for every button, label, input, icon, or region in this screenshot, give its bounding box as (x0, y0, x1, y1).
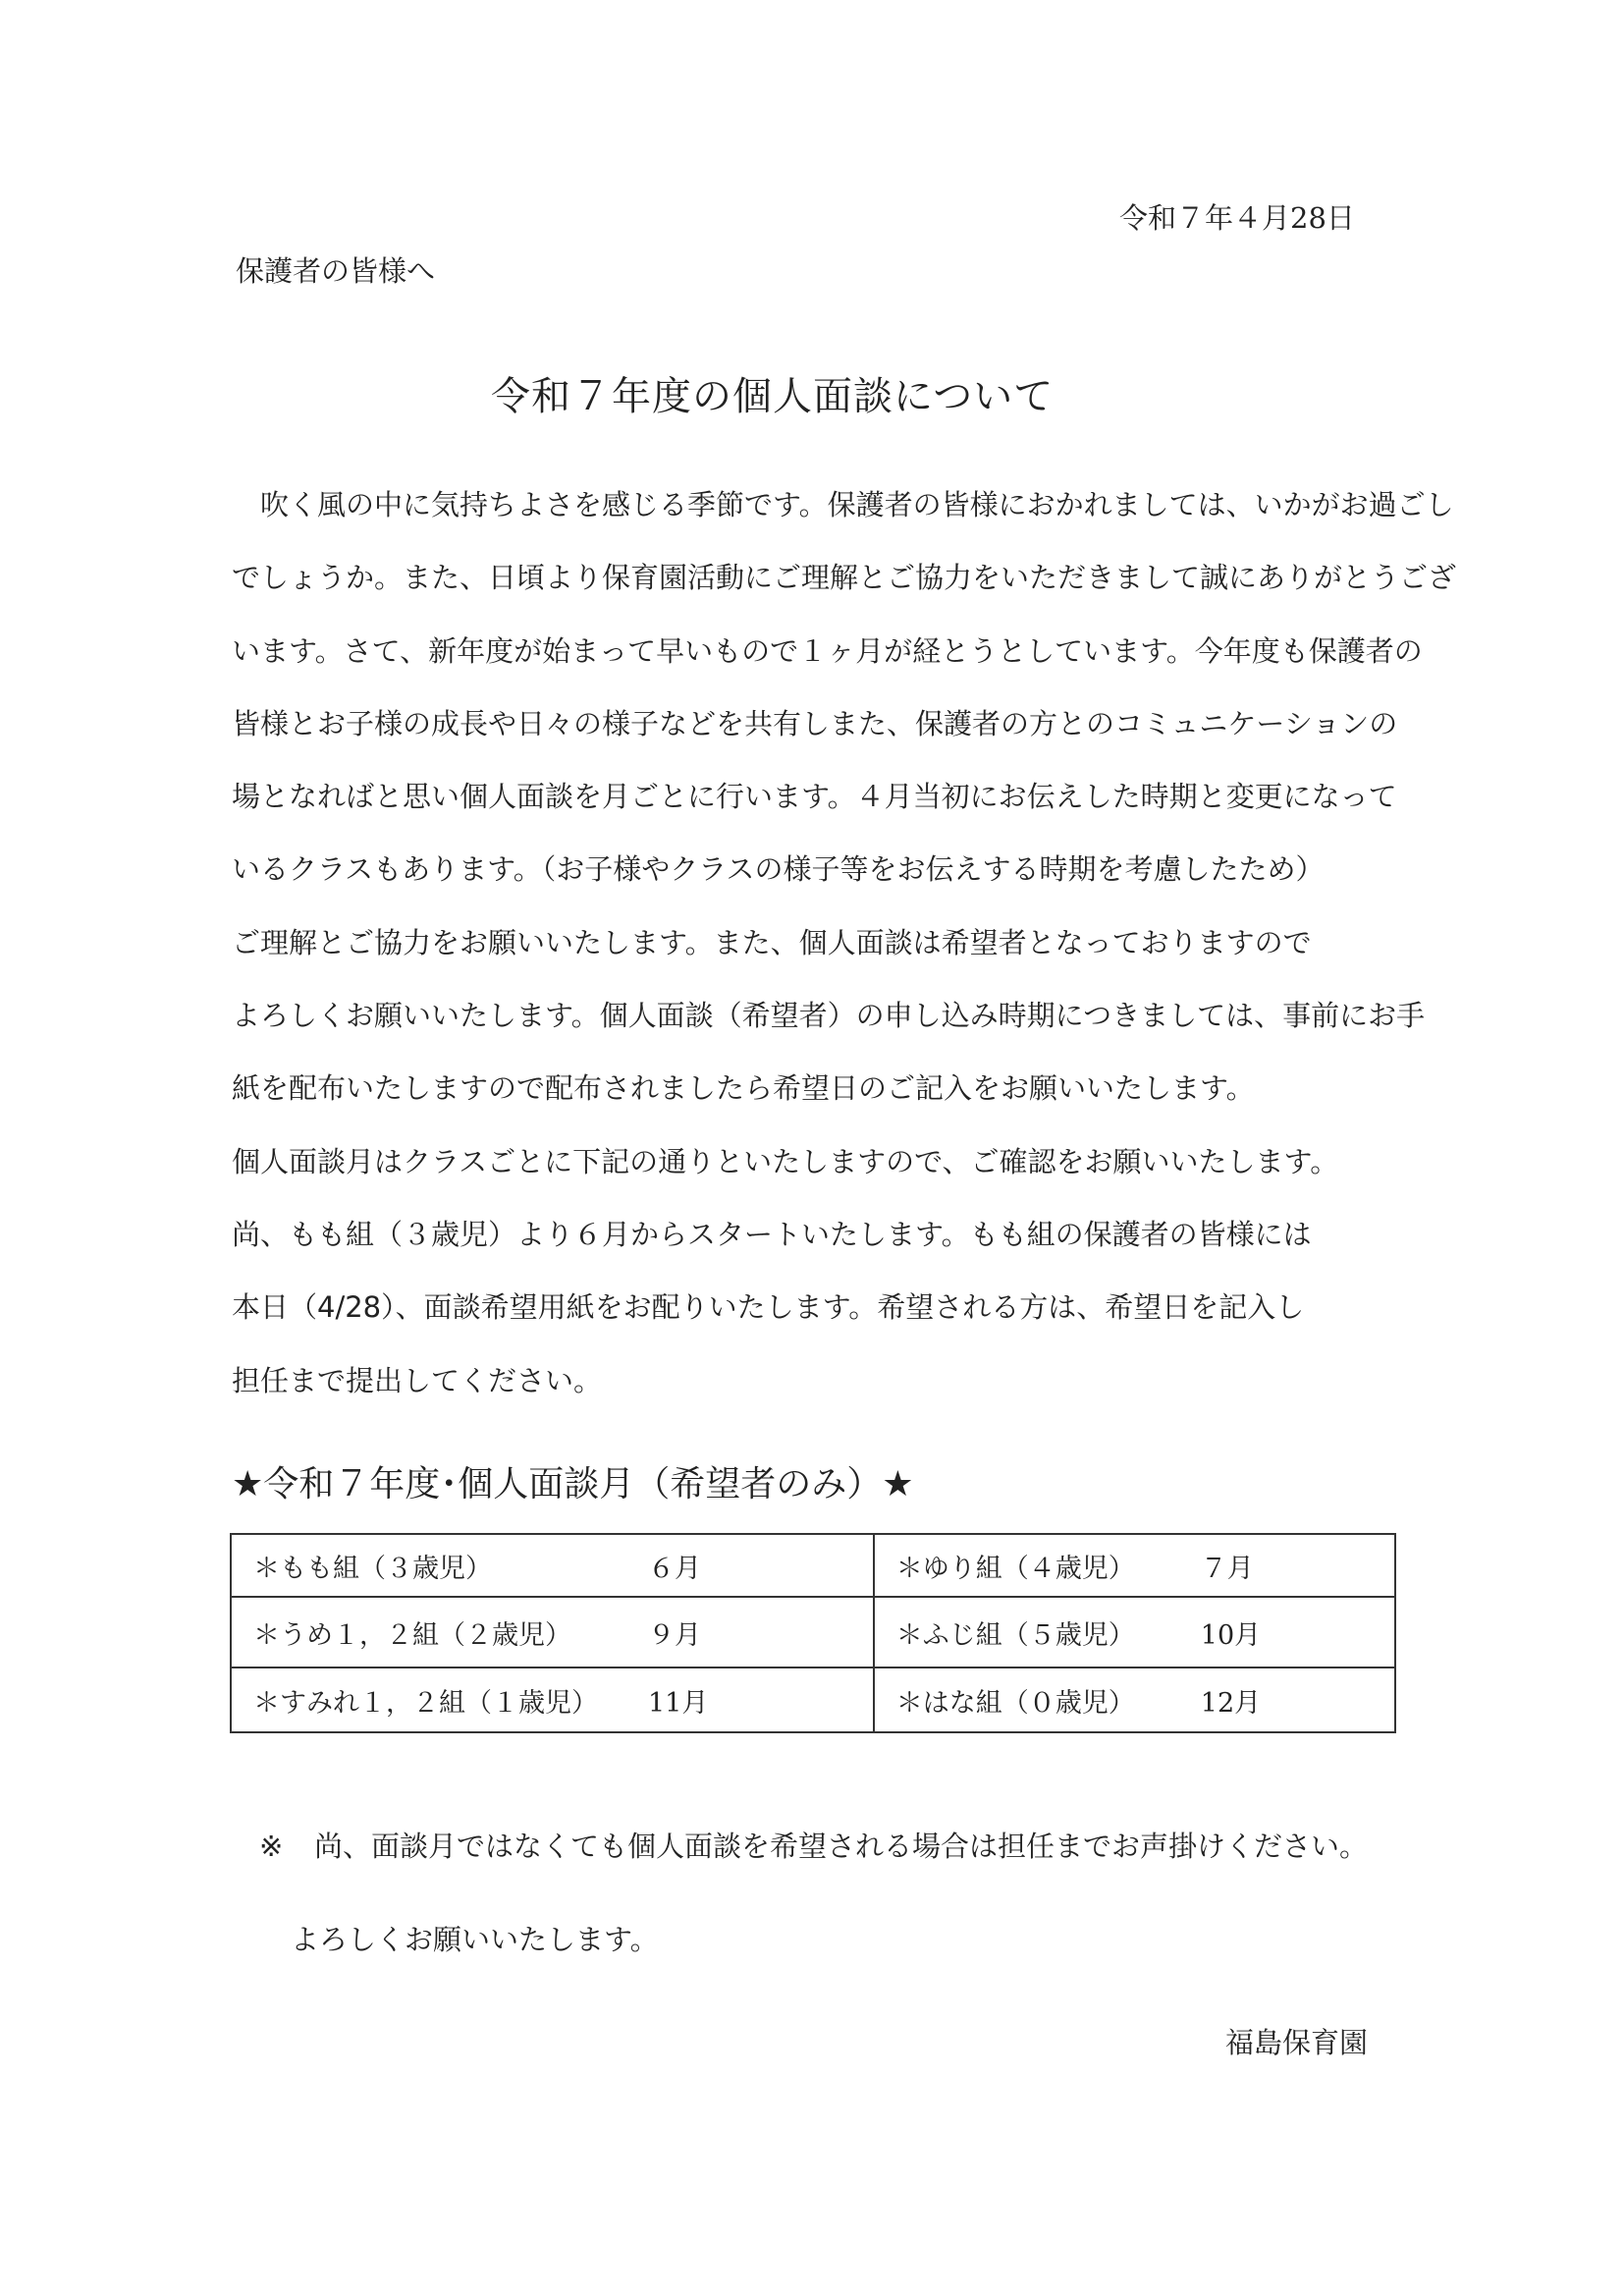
note-mark: ※ (259, 1830, 284, 1863)
class-name: ＊うめ１，２組（２歳児） (253, 1619, 571, 1651)
schedule-table (230, 1533, 1396, 1733)
note-line (259, 1825, 1368, 1865)
note-text: 尚、面談月ではなくても個人面談を希望される場合は担任までお声掛けください。 (314, 1830, 1369, 1863)
class-name: ＊ふじ組（５歳児） (895, 1619, 1135, 1651)
closing-line: よろしくお願いいたします。 (291, 1923, 659, 1956)
table-row (231, 1667, 1395, 1732)
table-cell (231, 1534, 874, 1597)
body-line: 本日（4/28）、面談希望用紙をお配りいたします。希望される方は、希望日を記入し (232, 1290, 1305, 1325)
class-name: ＊ゆり組（４歳児） (895, 1553, 1135, 1584)
document-title: 令和７年度の個人面談について (491, 374, 1055, 419)
interview-month: ９月 (648, 1619, 701, 1651)
recipient-line: 保護者の皆様へ (236, 254, 436, 288)
table-cell (874, 1534, 1395, 1597)
schedule-heading: ★令和７年度･個人面談月（希望者のみ）★ (232, 1464, 914, 1504)
interview-month: 11月 (648, 1687, 709, 1719)
sender-name: 福島保育園 (1225, 2026, 1369, 2059)
table-cell (874, 1597, 1395, 1667)
body-line: よろしくお願いいたします。個人面談（希望者）の申し込み時期につきましては、事前にお手 (232, 999, 1426, 1033)
class-name: ＊すみれ１，２組（１歳児） (253, 1687, 598, 1719)
table-cell (231, 1597, 874, 1667)
table-cell (231, 1667, 874, 1732)
body-line: 担任まで提出してください。 (232, 1363, 603, 1397)
body-line: いるクラスもあります。（お子様やクラスの様子等をお伝えする時期を考慮したため） (232, 852, 1325, 887)
interview-month: ７月 (1200, 1553, 1254, 1584)
body-line: 場となればと思い個人面談を月ごとに行います。４月当初にお伝えした時期と変更になって (232, 780, 1397, 814)
body-line: 紙を配布いたしますので配布されましたら希望日のご記入をお願いいたします。 (232, 1071, 1255, 1106)
interview-month: 12月 (1200, 1687, 1262, 1719)
table-row (231, 1597, 1395, 1667)
body-line: でしょうか。また、日頃より保育園活動にご理解とご協力をいただきまして誠にありがとうござ (232, 561, 1457, 595)
body-line: います。さて、新年度が始まって早いもので１ヶ月が経とうとしています。今年度も保護者の (232, 633, 1423, 668)
class-name: ＊もも組（３歳児） (253, 1553, 492, 1584)
table-row (231, 1534, 1395, 1597)
interview-month: 10月 (1200, 1619, 1262, 1651)
interview-month: ６月 (648, 1553, 701, 1584)
body-line: 個人面談月はクラスごとに下記の通りといたしますので、ご確認をお願いいたします。 (232, 1144, 1339, 1178)
class-name: ＊はな組（０歳児） (895, 1687, 1135, 1719)
body-line: 吹く風の中に気持ちよさを感じる季節です。保護者の皆様におかれましては、いかがお過ごし (232, 488, 1454, 521)
body-line: ご理解とご協力をお願いいたします。また、個人面談は希望者となっておりますので (232, 925, 1312, 959)
body-line: 皆様とお子様の成長や日々の様子などを共有しまた、保護者の方とのコミュニケーションの (232, 706, 1398, 740)
body-line: 尚、もも組（３歳児）より６月からスタートいたします。もも組の保護者の皆様には (232, 1217, 1312, 1251)
body-paragraph (232, 483, 1456, 1432)
table-cell (874, 1667, 1395, 1732)
document-date: 令和７年４月28日 (1119, 201, 1355, 235)
